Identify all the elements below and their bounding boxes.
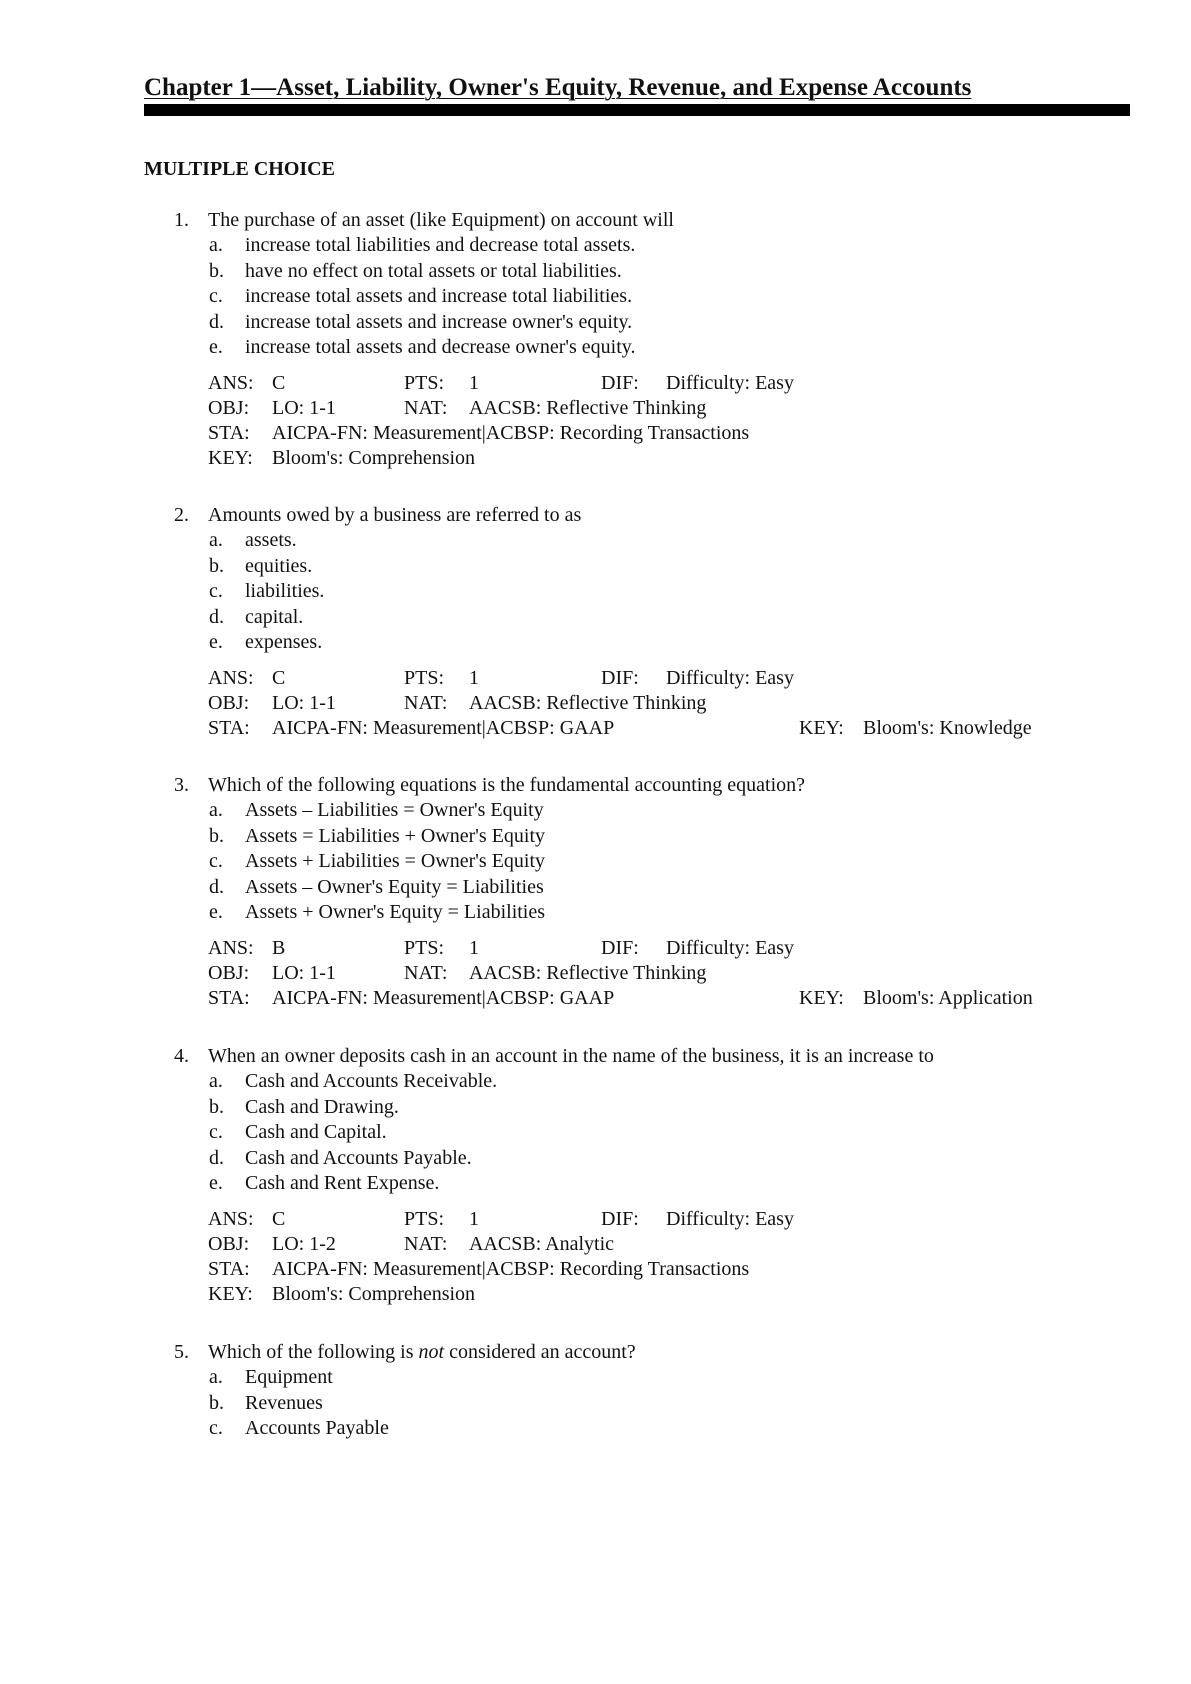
pts-label: PTS:: [404, 371, 445, 394]
option-c: [0, 1416, 1191, 1442]
option-a: [0, 528, 1191, 554]
key-value: Bloom's: Knowledge: [863, 716, 1032, 739]
option-b: [0, 1391, 1191, 1417]
option-text: increase total assets and increase owner's equity.: [245, 310, 633, 333]
obj-label: OBJ:: [208, 961, 250, 984]
ans-label: ANS:: [208, 371, 254, 394]
option-text: assets.: [245, 529, 297, 551]
title-rule: [144, 104, 1130, 116]
pts-value: 1: [469, 666, 479, 689]
question-text: The purchase of an asset (like Equipment) on account will: [208, 209, 674, 231]
sta-value: AICPA-FN: Measurement|ACBSP: GAAP: [272, 716, 615, 739]
question-number: 3.: [174, 774, 189, 796]
option-text: liabilities.: [245, 580, 325, 602]
option-letter: e.: [209, 631, 223, 653]
option-text: increase total assets and decrease owner's equity.: [245, 336, 636, 358]
option-letter: a.: [209, 234, 223, 256]
dif-label: DIF:: [601, 371, 639, 394]
option-letter: b.: [209, 554, 224, 577]
option-d: [0, 875, 1191, 901]
option-text: Cash and Accounts Receivable.: [245, 1070, 498, 1092]
key-label: KEY:: [208, 446, 253, 469]
option-text: Revenues: [245, 1391, 323, 1414]
question-text: Amounts owed by a business are referred to as: [208, 504, 582, 526]
question-number: 4.: [174, 1045, 189, 1067]
sta-label: STA:: [208, 986, 250, 1009]
pts-value: 1: [469, 1207, 479, 1230]
option-d: [0, 1146, 1191, 1172]
nat-value: AACSB: Analytic: [469, 1232, 615, 1255]
answer-metadata: [0, 1207, 1191, 1307]
question-emphasis: not: [418, 1341, 445, 1363]
pts-label: PTS:: [404, 1207, 445, 1230]
dif-value: Difficulty: Easy: [666, 371, 794, 394]
option-letter: b.: [209, 259, 224, 282]
ans-value: B: [272, 936, 286, 959]
nat-value: AACSB: Reflective Thinking: [469, 396, 707, 419]
option-text: Cash and Accounts Payable.: [245, 1146, 472, 1169]
option-a: [0, 233, 1191, 259]
question-text-part: Which of the following is: [208, 1341, 419, 1363]
nat-label: NAT:: [404, 691, 448, 714]
dif-label: DIF:: [601, 936, 639, 959]
option-letter: a.: [209, 529, 223, 551]
option-text: Cash and Drawing.: [245, 1095, 399, 1118]
obj-label: OBJ:: [208, 1232, 250, 1255]
question-text: Which of the following equations is the fundamental accounting equation?: [208, 774, 806, 796]
option-letter: c.: [209, 1417, 223, 1439]
question-number: 1.: [174, 209, 189, 231]
option-text: capital.: [245, 605, 304, 628]
option-letter: d.: [209, 310, 224, 333]
dif-value: Difficulty: Easy: [666, 936, 794, 959]
option-text: Equipment: [245, 1366, 333, 1388]
option-letter: b.: [209, 1391, 224, 1414]
option-text: equities.: [245, 554, 313, 577]
question-4: [0, 1044, 1191, 1307]
ans-value: C: [272, 666, 286, 689]
option-letter: c.: [209, 1121, 223, 1143]
nat-label: NAT:: [404, 396, 448, 419]
question-text-part: considered an account?: [444, 1341, 636, 1363]
pts-label: PTS:: [404, 666, 445, 689]
dif-value: Difficulty: Easy: [666, 666, 794, 689]
option-letter: c.: [209, 285, 223, 307]
option-b: [0, 824, 1191, 850]
section-heading: MULTIPLE CHOICE: [144, 158, 335, 180]
answer-metadata: [0, 936, 1191, 1011]
answer-metadata: [0, 371, 1191, 471]
key-label: KEY:: [208, 1282, 253, 1305]
option-letter: c.: [209, 580, 223, 602]
ans-label: ANS:: [208, 936, 254, 959]
pts-value: 1: [469, 936, 479, 959]
sta-value: AICPA-FN: Measurement|ACBSP: Recording Transactions: [272, 1257, 750, 1280]
obj-value: LO: 1-1: [272, 691, 336, 714]
key-label: KEY:: [799, 986, 844, 1009]
question-text: [208, 1340, 636, 1365]
pts-value: 1: [469, 371, 479, 394]
ans-label: ANS:: [208, 1207, 254, 1230]
nat-value: AACSB: Reflective Thinking: [469, 691, 707, 714]
option-c: [0, 1120, 1191, 1146]
option-c: [0, 849, 1191, 875]
option-b: [0, 259, 1191, 285]
question-number: 2.: [174, 504, 189, 526]
option-letter: a.: [209, 1366, 223, 1388]
question-5: [0, 1340, 1191, 1442]
option-letter: c.: [209, 850, 223, 872]
option-letter: e.: [209, 901, 223, 923]
option-text: increase total liabilities and decrease total assets.: [245, 234, 636, 256]
dif-label: DIF:: [601, 666, 639, 689]
obj-label: OBJ:: [208, 396, 250, 419]
option-a: [0, 1069, 1191, 1095]
option-text: Assets = Liabilities + Owner's Equity: [245, 824, 546, 847]
option-letter: b.: [209, 824, 224, 847]
question-number: 5.: [174, 1341, 189, 1363]
option-letter: d.: [209, 875, 224, 898]
dif-label: DIF:: [601, 1207, 639, 1230]
option-text: Assets + Liabilities = Owner's Equity: [245, 850, 546, 872]
question-text: When an owner deposits cash in an account in the name of the business, it is an increase to: [208, 1045, 934, 1067]
key-value: Bloom's: Comprehension: [272, 446, 476, 469]
option-letter: d.: [209, 605, 224, 628]
question-1: [0, 208, 1191, 471]
obj-label: OBJ:: [208, 691, 250, 714]
option-e: [0, 630, 1191, 656]
option-letter: e.: [209, 336, 223, 358]
option-c: [0, 579, 1191, 605]
nat-label: NAT:: [404, 961, 448, 984]
question-2: [0, 503, 1191, 741]
option-text: have no effect on total assets or total liabilities.: [245, 259, 622, 282]
option-text: expenses.: [245, 631, 323, 653]
nat-value: AACSB: Reflective Thinking: [469, 961, 707, 984]
option-a: [0, 798, 1191, 824]
option-letter: b.: [209, 1095, 224, 1118]
sta-label: STA:: [208, 716, 250, 739]
key-label: KEY:: [799, 716, 844, 739]
option-text: Assets – Owner's Equity = Liabilities: [245, 875, 544, 898]
chapter-title: Chapter 1—Asset, Liability, Owner's Equity, Revenue, and Expense Accounts: [144, 74, 972, 101]
obj-value: LO: 1-1: [272, 961, 336, 984]
ans-value: C: [272, 1207, 286, 1230]
option-text: Cash and Rent Expense.: [245, 1172, 440, 1194]
pts-label: PTS:: [404, 936, 445, 959]
dif-value: Difficulty: Easy: [666, 1207, 794, 1230]
sta-value: AICPA-FN: Measurement|ACBSP: GAAP: [272, 986, 615, 1009]
answer-metadata: [0, 666, 1191, 741]
obj-value: LO: 1-1: [272, 396, 336, 419]
option-text: Assets – Liabilities = Owner's Equity: [245, 799, 544, 821]
option-e: [0, 335, 1191, 361]
question-3: [0, 773, 1191, 1011]
option-e: [0, 1171, 1191, 1197]
option-d: [0, 310, 1191, 336]
sta-value: AICPA-FN: Measurement|ACBSP: Recording Transactions: [272, 421, 750, 444]
option-text: Assets + Owner's Equity = Liabilities: [245, 901, 546, 923]
key-value: Bloom's: Comprehension: [272, 1282, 476, 1305]
option-letter: d.: [209, 1146, 224, 1169]
sta-label: STA:: [208, 421, 250, 444]
sta-label: STA:: [208, 1257, 250, 1280]
nat-label: NAT:: [404, 1232, 448, 1255]
option-letter: a.: [209, 799, 223, 821]
option-b: [0, 554, 1191, 580]
option-a: [0, 1365, 1191, 1391]
ans-label: ANS:: [208, 666, 254, 689]
option-c: [0, 284, 1191, 310]
key-value: Bloom's: Application: [863, 986, 1033, 1009]
option-letter: e.: [209, 1172, 223, 1194]
obj-value: LO: 1-2: [272, 1232, 336, 1255]
option-e: [0, 900, 1191, 926]
option-letter: a.: [209, 1070, 223, 1092]
option-text: increase total assets and increase total liabilities.: [245, 285, 633, 307]
option-text: Cash and Capital.: [245, 1121, 387, 1143]
option-d: [0, 605, 1191, 631]
option-b: [0, 1095, 1191, 1121]
option-text: Accounts Payable: [245, 1417, 389, 1439]
ans-value: C: [272, 371, 286, 394]
